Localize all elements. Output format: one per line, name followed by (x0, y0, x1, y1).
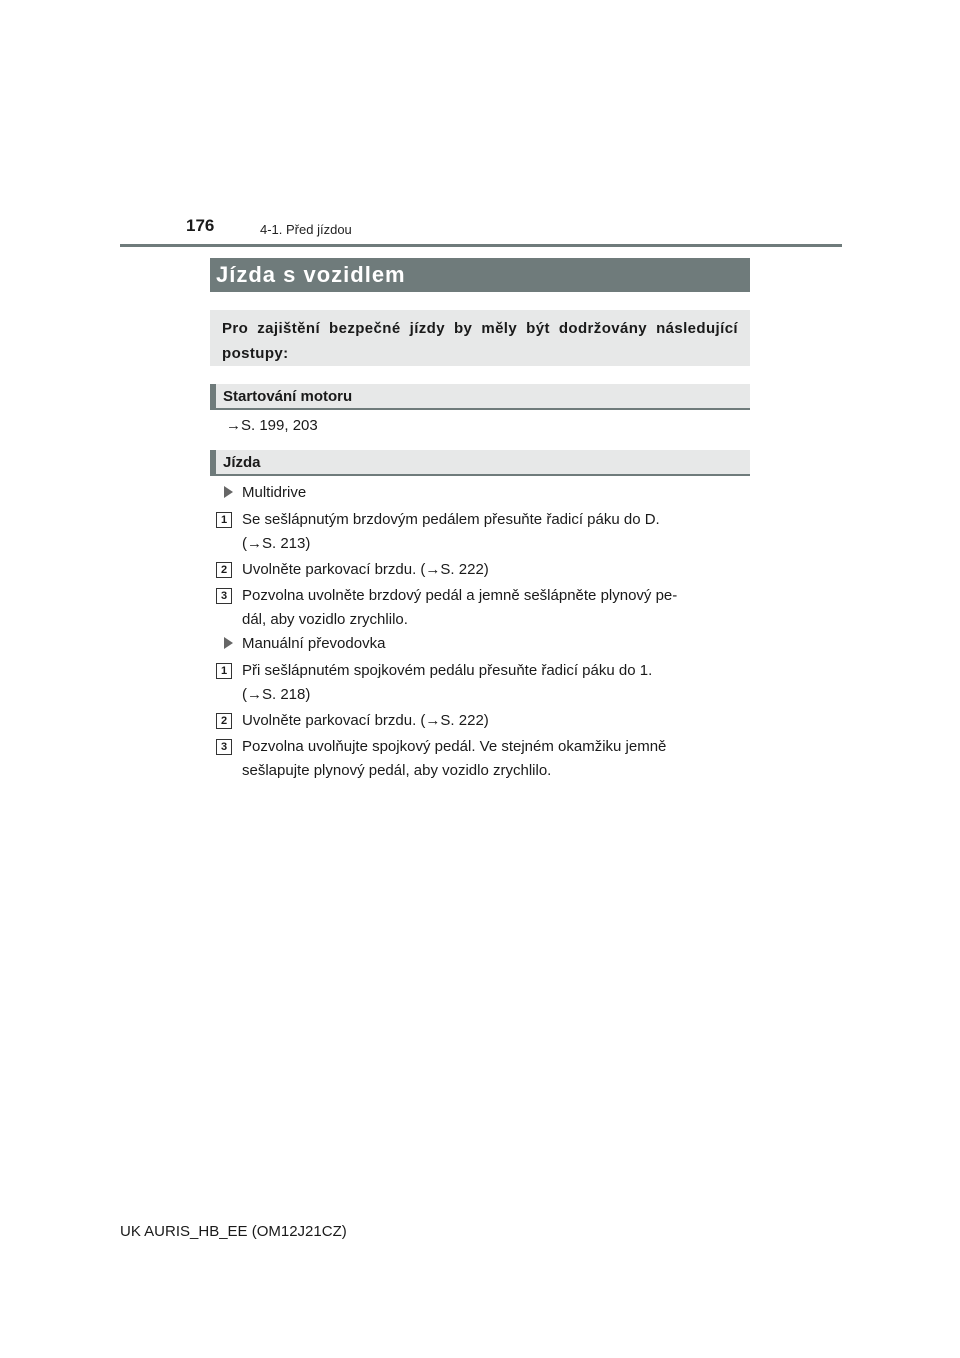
step-number-badge: 3 (216, 588, 232, 604)
step-text: sešlapujte plynový pedál, aby vozidlo zrychlilo. (242, 762, 552, 779)
step-text: (→S. 213) (242, 535, 311, 552)
step-text: Uvolněte parkovací brzdu. (→S. 222) (242, 712, 489, 729)
step-number-badge: 1 (216, 663, 232, 679)
subheading-start: Startování motoru (210, 384, 750, 410)
subheading-drive: Jízda (210, 450, 750, 476)
triangle-bullet-icon (224, 486, 233, 498)
footer-model-code: UK AURIS_HB_EE (OM12J21CZ) (120, 1223, 347, 1240)
step (216, 508, 746, 556)
triangle-bullet-icon (224, 637, 233, 649)
step-text: Uvolněte parkovací brzdu. (→S. 222) (242, 561, 489, 578)
manual-item (224, 635, 385, 652)
step (216, 584, 746, 632)
page-number: 176 (186, 216, 215, 235)
step-text: dál, aby vozidlo zrychlilo. (242, 611, 408, 628)
manual-label: Manuální převodovka (242, 635, 386, 652)
step (216, 558, 746, 582)
step-text: Se sešlápnutým brzdovým pedálem přesuňte řadicí páku do D. (242, 511, 660, 528)
step-number-badge: 3 (216, 739, 232, 755)
step-text: (→S. 218) (242, 686, 311, 703)
step (216, 659, 746, 707)
section-label: 4-1. Před jízdou (260, 222, 352, 237)
step-number-badge: 2 (216, 562, 232, 578)
header-rule (120, 244, 842, 247)
start-reference: →S. 199, 203 (226, 417, 318, 434)
step (216, 709, 746, 733)
page-title: Jízda s vozidlem (210, 258, 750, 292)
step-text: Pozvolna uvolněte brzdový pedál a jemně sešlápněte plynový pe- (242, 587, 678, 604)
step-number-badge: 2 (216, 713, 232, 729)
multidrive-item (224, 484, 306, 501)
step-number-badge: 1 (216, 512, 232, 528)
multidrive-label: Multidrive (242, 484, 307, 501)
step-text: Pozvolna uvolňujte spojkový pedál. Ve stejném okamžiku jemně (242, 738, 667, 755)
step-text: Při sešlápnutém spojkovém pedálu přesuňte řadicí páku do 1. (242, 662, 653, 679)
step (216, 735, 746, 783)
intro-box: Pro zajištění bezpečné jízdy by měly být dodržovány následující postupy: (210, 310, 750, 366)
